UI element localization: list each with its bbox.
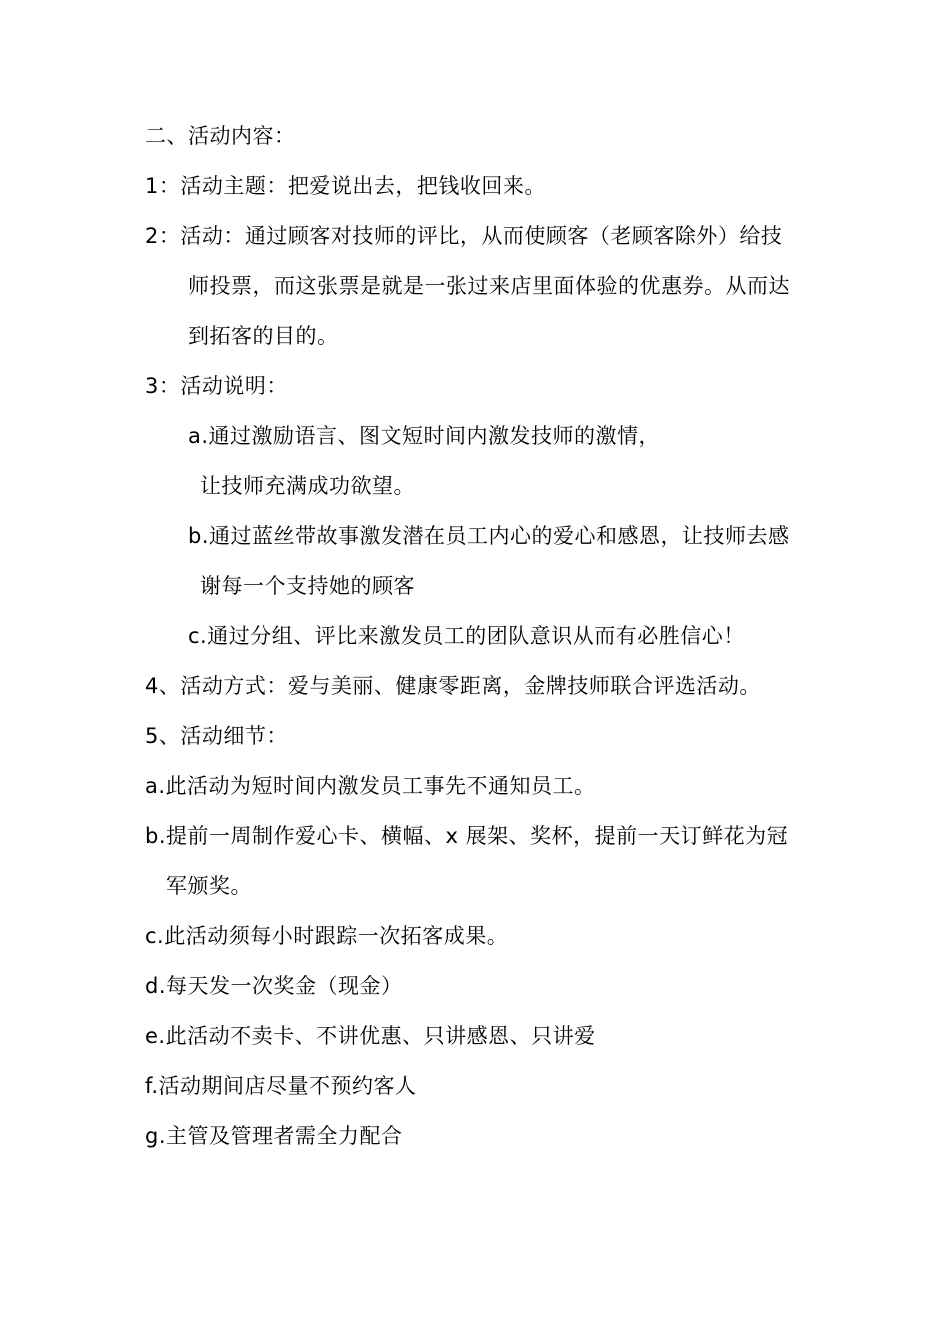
item-5b-line-1: b.提前一周制作爱心卡、横幅、x 展架、奖杯，提前一天订鲜花为冠 [145,824,789,848]
item-3-description: 3：活动说明： [145,374,288,398]
item-5a: a.此活动为短时间内激发员工事先不通知员工。 [145,774,596,798]
item-5f: f.活动期间店尽量不预约客人 [145,1074,417,1098]
item-5c: c.此活动须每小时跟踪一次拓客成果。 [145,924,509,948]
item-5g: g.主管及管理者需全力配合 [145,1124,403,1148]
item-5e: e.此活动不卖卡、不讲优惠、只讲感恩、只讲爱 [145,1024,596,1048]
item-3a-line-1: a.通过激励语言、图文短时间内激发技师的激情， [188,424,661,448]
item-2-line-2: 师投票，而这张票是就是一张过来店里面体验的优惠券。从而达 [188,274,790,298]
item-4-method: 4、活动方式：爱与美丽、健康零距离，金牌技师联合评选活动。 [145,674,761,698]
item-5-details: 5、活动细节： [145,724,288,748]
section-heading: 二、活动内容： [145,124,296,148]
item-2-line-3: 到拓客的目的。 [188,324,339,348]
item-3b-line-2: 谢每一个支持她的顾客 [200,574,415,598]
item-3a-line-2: 让技师充满成功欲望。 [200,474,415,498]
item-5d: d.每天发一次奖金（现金） [145,974,403,998]
item-3c: c.通过分组、评比来激发员工的团队意识从而有必胜信心！ [188,624,745,648]
item-1-theme: 1：活动主题：把爱说出去，把钱收回来。 [145,174,546,198]
item-3b-line-1: b.通过蓝丝带故事激发潜在员工内心的爱心和感恩，让技师去感 [188,524,790,548]
item-5b-line-2: 军颁奖。 [166,874,252,898]
item-2-line-1: 2：活动：通过顾客对技师的评比，从而使顾客（老顾客除外）给技 [145,224,783,248]
